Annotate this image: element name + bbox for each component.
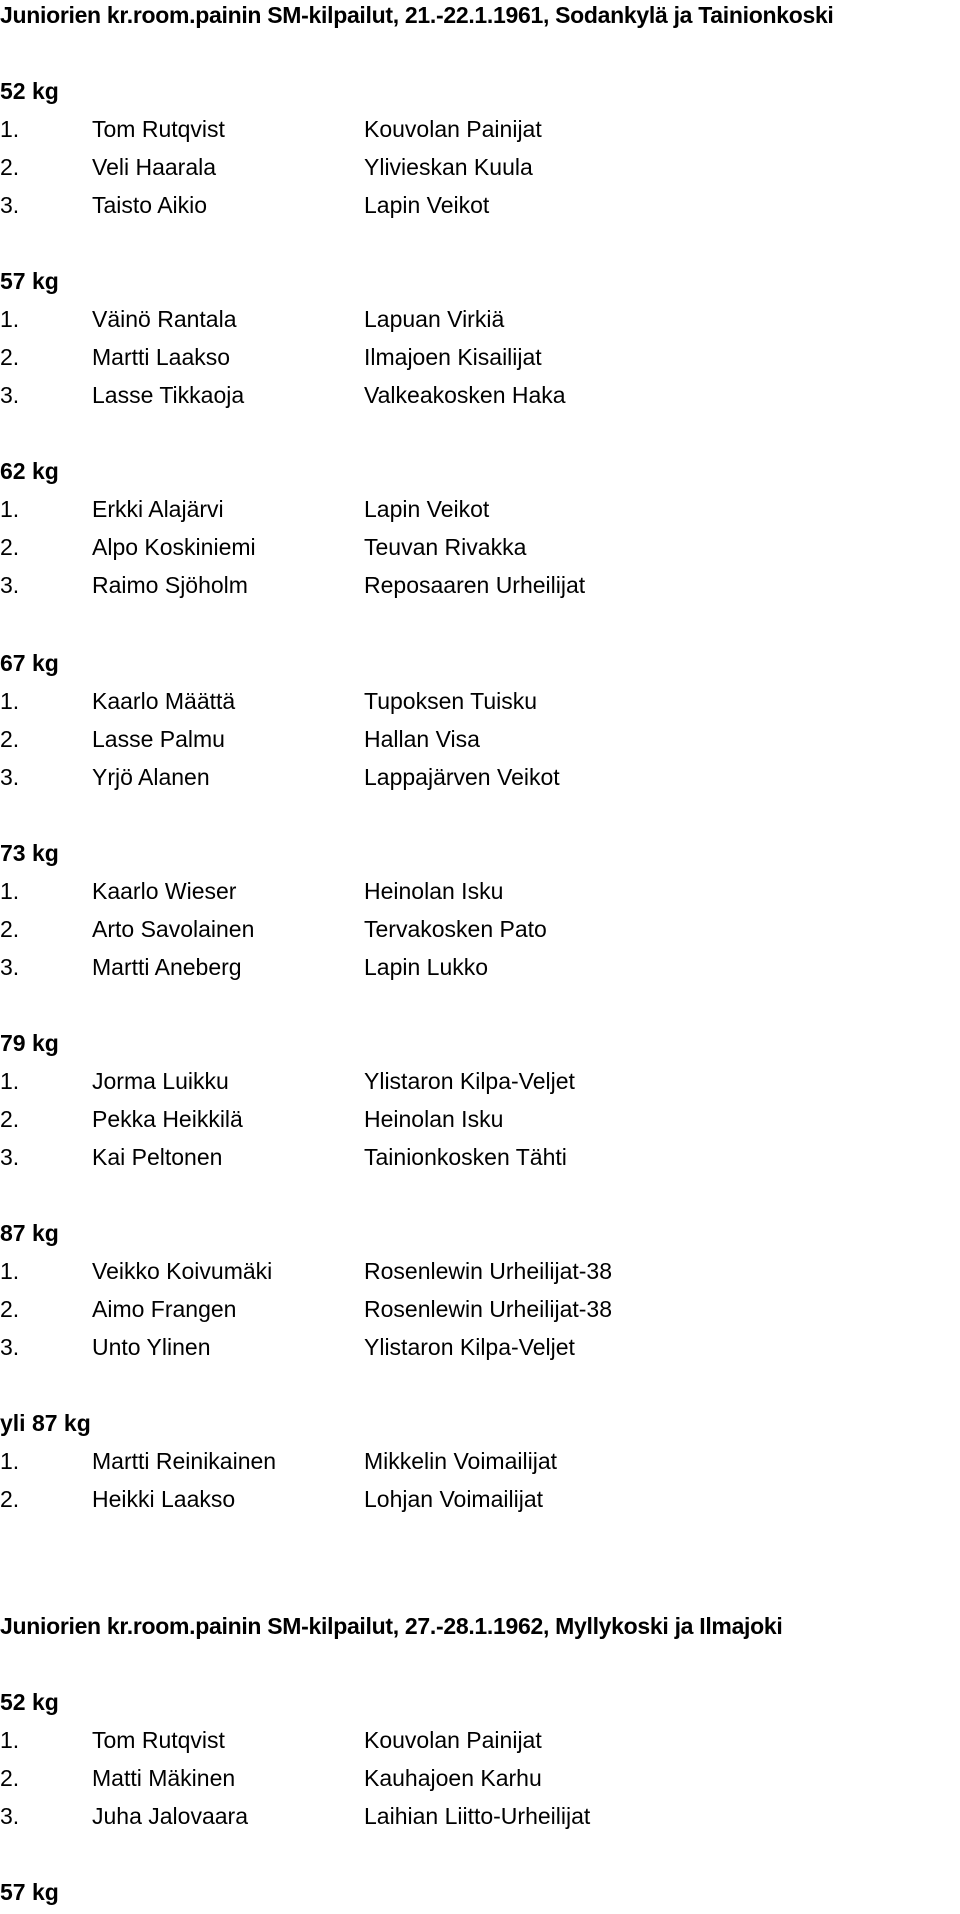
club-name: Ylistaron Kilpa-Veljet (364, 1334, 575, 1360)
weight-class-heading: yli 87 kg (0, 1410, 91, 1436)
club-name: Teuvan Rivakka (364, 534, 527, 560)
weight-class-heading: 57 kg (0, 1879, 59, 1905)
wrestler-name: Veikko Koivumäki (92, 1258, 273, 1284)
wrestler-name: Tom Rutqvist (92, 1727, 225, 1753)
club-name: Valkeakosken Haka (364, 382, 566, 408)
result-row (0, 304, 960, 342)
club-name: Kouvolan Painijat (364, 116, 542, 142)
placing: 1. (0, 1258, 20, 1284)
placing: 1. (0, 1448, 20, 1474)
wrestler-name: Jorma Luikku (92, 1068, 229, 1094)
club-name: Ylistaron Kilpa-Veljet (364, 1068, 575, 1094)
club-name: Lapin Lukko (364, 954, 489, 980)
placing: 1. (0, 1727, 20, 1753)
club-name: Laihian Liitto-Urheilijat (364, 1803, 591, 1829)
result-row (0, 724, 960, 762)
wrestler-name: Väinö Rantala (92, 306, 237, 332)
result-row (0, 1725, 960, 1763)
placing: 1. (0, 116, 20, 142)
wrestler-name: Kaarlo Määttä (92, 688, 236, 714)
wrestler-name: Lasse Palmu (92, 726, 225, 752)
placing: 3. (0, 1803, 20, 1829)
wrestler-name: Lasse Tikkaoja (92, 382, 245, 408)
wrestler-name: Alpo Koskiniemi (92, 534, 256, 560)
wrestler-name: Kai Peltonen (92, 1144, 223, 1170)
placing: 2. (0, 534, 20, 560)
weight-class-heading: 87 kg (0, 1220, 59, 1246)
placing: 1. (0, 1068, 20, 1094)
result-row (0, 762, 960, 800)
result-row (0, 1484, 960, 1522)
result-row (0, 1294, 960, 1332)
competition-title: Juniorien kr.room.painin SM-kilpailut, 21.-22.1.1961, Sodankylä ja Tainionkoski (0, 2, 834, 28)
result-row (0, 152, 960, 190)
wrestler-name: Tom Rutqvist (92, 116, 225, 142)
result-row (0, 914, 960, 952)
weight-class-heading: 57 kg (0, 268, 59, 294)
wrestler-name: Veli Haarala (92, 154, 217, 180)
club-name: Hallan Visa (364, 726, 480, 752)
wrestler-name: Yrjö Alanen (92, 764, 210, 790)
club-name: Ylivieskan Kuula (364, 154, 533, 180)
result-row (0, 686, 960, 724)
club-name: Reposaaren Urheilijat (364, 572, 586, 598)
club-name: Kauhajoen Karhu (364, 1765, 542, 1791)
club-name: Lappajärven Veikot (364, 764, 560, 790)
result-row (0, 1256, 960, 1294)
weight-class-heading: 79 kg (0, 1030, 59, 1056)
club-name: Lapin Veikot (364, 192, 490, 218)
placing: 2. (0, 1296, 20, 1322)
club-name: Tainionkosken Tähti (364, 1144, 567, 1170)
placing: 2. (0, 726, 20, 752)
placing: 3. (0, 764, 20, 790)
wrestler-name: Kaarlo Wieser (92, 878, 237, 904)
placing: 2. (0, 1106, 20, 1132)
placing: 1. (0, 688, 20, 714)
wrestler-name: Arto Savolainen (92, 916, 255, 942)
club-name: Lapin Veikot (364, 496, 490, 522)
placing: 3. (0, 1144, 20, 1170)
wrestler-name: Aimo Frangen (92, 1296, 237, 1322)
placing: 1. (0, 496, 20, 522)
result-row (0, 114, 960, 152)
result-row (0, 190, 960, 228)
wrestler-name: Martti Aneberg (92, 954, 242, 980)
result-row (0, 1142, 960, 1180)
club-name: Tervakosken Pato (364, 916, 547, 942)
club-name: Lohjan Voimailijat (364, 1486, 544, 1512)
club-name: Kouvolan Painijat (364, 1727, 542, 1753)
result-row (0, 1763, 960, 1801)
placing: 2. (0, 344, 20, 370)
result-row (0, 1801, 960, 1839)
club-name: Rosenlewin Urheilijat-38 (364, 1258, 613, 1284)
placing: 2. (0, 1765, 20, 1791)
result-row (0, 1332, 960, 1370)
wrestler-name: Taisto Aikio (92, 192, 208, 218)
result-row (0, 342, 960, 380)
result-row (0, 1446, 960, 1484)
club-name: Mikkelin Voimailijat (364, 1448, 558, 1474)
result-row (0, 1066, 960, 1104)
placing: 1. (0, 306, 20, 332)
wrestler-name: Heikki Laakso (92, 1486, 236, 1512)
placing: 3. (0, 572, 20, 598)
result-row (0, 570, 960, 608)
result-row (0, 1104, 960, 1142)
competition-title: Juniorien kr.room.painin SM-kilpailut, 27.-28.1.1962, Myllykoski ja Ilmajoki (0, 1613, 783, 1639)
wrestler-name: Erkki Alajärvi (92, 496, 224, 522)
weight-class-heading: 62 kg (0, 458, 59, 484)
club-name: Tupoksen Tuisku (364, 688, 538, 714)
club-name: Rosenlewin Urheilijat-38 (364, 1296, 613, 1322)
result-row (0, 380, 960, 418)
club-name: Heinolan Isku (364, 878, 504, 904)
placing: 3. (0, 382, 20, 408)
wrestler-name: Pekka Heikkilä (92, 1106, 243, 1132)
wrestler-name: Juha Jalovaara (92, 1803, 248, 1829)
placing: 2. (0, 916, 20, 942)
placing: 2. (0, 154, 20, 180)
placing: 3. (0, 954, 20, 980)
wrestler-name: Martti Reinikainen (92, 1448, 277, 1474)
wrestler-name: Matti Mäkinen (92, 1765, 236, 1791)
club-name: Lapuan Virkiä (364, 306, 505, 332)
placing: 3. (0, 192, 20, 218)
wrestler-name: Raimo Sjöholm (92, 572, 248, 598)
result-row (0, 952, 960, 990)
result-row (0, 494, 960, 532)
result-row (0, 876, 960, 914)
result-row (0, 532, 960, 570)
weight-class-heading: 73 kg (0, 840, 59, 866)
club-name: Ilmajoen Kisailijat (364, 344, 542, 370)
placing: 2. (0, 1486, 20, 1512)
weight-class-heading: 67 kg (0, 650, 59, 676)
club-name: Heinolan Isku (364, 1106, 504, 1132)
wrestler-name: Unto Ylinen (92, 1334, 211, 1360)
weight-class-heading: 52 kg (0, 1689, 59, 1715)
wrestler-name: Martti Laakso (92, 344, 231, 370)
weight-class-heading: 52 kg (0, 78, 59, 104)
placing: 3. (0, 1334, 20, 1360)
placing: 1. (0, 878, 20, 904)
